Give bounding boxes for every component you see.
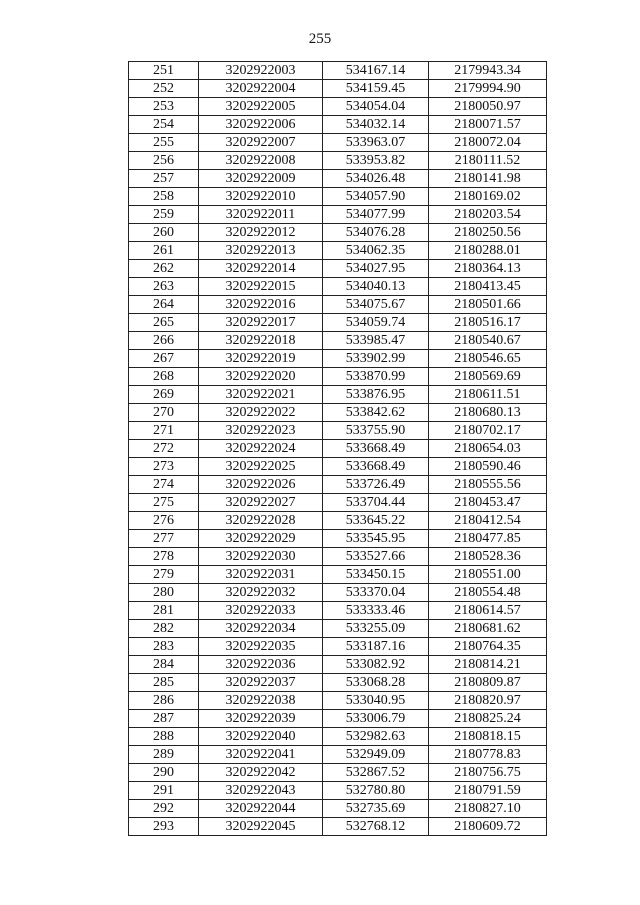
x-coordinate-cell: 532735.69 bbox=[323, 800, 429, 818]
table-row bbox=[129, 746, 547, 764]
x-coordinate-cell: 533255.09 bbox=[323, 620, 429, 638]
table-row bbox=[129, 314, 547, 332]
point-code-cell: 3202922029 bbox=[199, 530, 323, 548]
row-index-cell: 283 bbox=[129, 638, 199, 656]
point-code-cell: 3202922033 bbox=[199, 602, 323, 620]
row-index-cell: 276 bbox=[129, 512, 199, 530]
x-coordinate-cell: 533645.22 bbox=[323, 512, 429, 530]
y-coordinate-cell: 2180477.85 bbox=[429, 530, 547, 548]
y-coordinate-cell: 2180809.87 bbox=[429, 674, 547, 692]
y-coordinate-cell: 2179943.34 bbox=[429, 62, 547, 80]
x-coordinate-cell: 534159.45 bbox=[323, 80, 429, 98]
y-coordinate-cell: 2180412.54 bbox=[429, 512, 547, 530]
row-index-cell: 273 bbox=[129, 458, 199, 476]
table-row bbox=[129, 548, 547, 566]
point-code-cell: 3202922024 bbox=[199, 440, 323, 458]
table-row bbox=[129, 368, 547, 386]
point-code-cell: 3202922042 bbox=[199, 764, 323, 782]
point-code-cell: 3202922006 bbox=[199, 116, 323, 134]
point-code-cell: 3202922012 bbox=[199, 224, 323, 242]
point-code-cell: 3202922034 bbox=[199, 620, 323, 638]
table-row bbox=[129, 422, 547, 440]
x-coordinate-cell: 533755.90 bbox=[323, 422, 429, 440]
row-index-cell: 254 bbox=[129, 116, 199, 134]
table-row bbox=[129, 242, 547, 260]
point-code-cell: 3202922036 bbox=[199, 656, 323, 674]
row-index-cell: 269 bbox=[129, 386, 199, 404]
table-row bbox=[129, 584, 547, 602]
y-coordinate-cell: 2180546.65 bbox=[429, 350, 547, 368]
table-row bbox=[129, 656, 547, 674]
row-index-cell: 280 bbox=[129, 584, 199, 602]
table-row bbox=[129, 278, 547, 296]
table-row bbox=[129, 728, 547, 746]
table-row bbox=[129, 782, 547, 800]
table-row bbox=[129, 674, 547, 692]
table-row bbox=[129, 224, 547, 242]
point-code-cell: 3202922041 bbox=[199, 746, 323, 764]
table-row bbox=[129, 764, 547, 782]
row-index-cell: 282 bbox=[129, 620, 199, 638]
x-coordinate-cell: 533545.95 bbox=[323, 530, 429, 548]
x-coordinate-cell: 534075.67 bbox=[323, 296, 429, 314]
y-coordinate-cell: 2180072.04 bbox=[429, 134, 547, 152]
row-index-cell: 287 bbox=[129, 710, 199, 728]
y-coordinate-cell: 2180250.56 bbox=[429, 224, 547, 242]
row-index-cell: 272 bbox=[129, 440, 199, 458]
point-code-cell: 3202922005 bbox=[199, 98, 323, 116]
point-code-cell: 3202922018 bbox=[199, 332, 323, 350]
x-coordinate-cell: 534054.04 bbox=[323, 98, 429, 116]
table-row bbox=[129, 350, 547, 368]
y-coordinate-cell: 2179994.90 bbox=[429, 80, 547, 98]
x-coordinate-cell: 533953.82 bbox=[323, 152, 429, 170]
y-coordinate-cell: 2180791.59 bbox=[429, 782, 547, 800]
table-row bbox=[129, 602, 547, 620]
table-row bbox=[129, 620, 547, 638]
row-index-cell: 262 bbox=[129, 260, 199, 278]
row-index-cell: 270 bbox=[129, 404, 199, 422]
row-index-cell: 266 bbox=[129, 332, 199, 350]
y-coordinate-cell: 2180501.66 bbox=[429, 296, 547, 314]
row-index-cell: 293 bbox=[129, 818, 199, 836]
table-row bbox=[129, 530, 547, 548]
y-coordinate-cell: 2180825.24 bbox=[429, 710, 547, 728]
x-coordinate-cell: 534027.95 bbox=[323, 260, 429, 278]
point-code-cell: 3202922013 bbox=[199, 242, 323, 260]
row-index-cell: 281 bbox=[129, 602, 199, 620]
point-code-cell: 3202922017 bbox=[199, 314, 323, 332]
table-row bbox=[129, 710, 547, 728]
point-code-cell: 3202922031 bbox=[199, 566, 323, 584]
table-row bbox=[129, 332, 547, 350]
point-code-cell: 3202922009 bbox=[199, 170, 323, 188]
point-code-cell: 3202922022 bbox=[199, 404, 323, 422]
y-coordinate-cell: 2180071.57 bbox=[429, 116, 547, 134]
table-row bbox=[129, 800, 547, 818]
x-coordinate-cell: 533333.46 bbox=[323, 602, 429, 620]
x-coordinate-cell: 533726.49 bbox=[323, 476, 429, 494]
x-coordinate-cell: 534040.13 bbox=[323, 278, 429, 296]
x-coordinate-cell: 533187.16 bbox=[323, 638, 429, 656]
row-index-cell: 255 bbox=[129, 134, 199, 152]
x-coordinate-cell: 533450.15 bbox=[323, 566, 429, 584]
x-coordinate-cell: 533902.99 bbox=[323, 350, 429, 368]
y-coordinate-cell: 2180453.47 bbox=[429, 494, 547, 512]
x-coordinate-cell: 533068.28 bbox=[323, 674, 429, 692]
table-row bbox=[129, 134, 547, 152]
table-row bbox=[129, 260, 547, 278]
x-coordinate-cell: 533842.62 bbox=[323, 404, 429, 422]
x-coordinate-cell: 534026.48 bbox=[323, 170, 429, 188]
x-coordinate-cell: 533668.49 bbox=[323, 458, 429, 476]
row-index-cell: 264 bbox=[129, 296, 199, 314]
row-index-cell: 256 bbox=[129, 152, 199, 170]
row-index-cell: 290 bbox=[129, 764, 199, 782]
x-coordinate-cell: 533006.79 bbox=[323, 710, 429, 728]
point-code-cell: 3202922025 bbox=[199, 458, 323, 476]
row-index-cell: 259 bbox=[129, 206, 199, 224]
y-coordinate-cell: 2180516.17 bbox=[429, 314, 547, 332]
point-code-cell: 3202922020 bbox=[199, 368, 323, 386]
table-row bbox=[129, 296, 547, 314]
table-row bbox=[129, 404, 547, 422]
row-index-cell: 275 bbox=[129, 494, 199, 512]
y-coordinate-cell: 2180413.45 bbox=[429, 278, 547, 296]
y-coordinate-cell: 2180681.62 bbox=[429, 620, 547, 638]
row-index-cell: 257 bbox=[129, 170, 199, 188]
x-coordinate-cell: 533082.92 bbox=[323, 656, 429, 674]
row-index-cell: 271 bbox=[129, 422, 199, 440]
point-code-cell: 3202922015 bbox=[199, 278, 323, 296]
y-coordinate-cell: 2180169.02 bbox=[429, 188, 547, 206]
point-code-cell: 3202922030 bbox=[199, 548, 323, 566]
table-row bbox=[129, 188, 547, 206]
point-code-cell: 3202922011 bbox=[199, 206, 323, 224]
x-coordinate-cell: 534032.14 bbox=[323, 116, 429, 134]
y-coordinate-cell: 2180050.97 bbox=[429, 98, 547, 116]
x-coordinate-cell: 533870.99 bbox=[323, 368, 429, 386]
table-row bbox=[129, 80, 547, 98]
y-coordinate-cell: 2180814.21 bbox=[429, 656, 547, 674]
x-coordinate-cell: 532768.12 bbox=[323, 818, 429, 836]
y-coordinate-cell: 2180540.67 bbox=[429, 332, 547, 350]
x-coordinate-cell: 533370.04 bbox=[323, 584, 429, 602]
x-coordinate-cell: 534167.14 bbox=[323, 62, 429, 80]
page-number: 255 bbox=[308, 31, 332, 47]
x-coordinate-cell: 533963.07 bbox=[323, 134, 429, 152]
row-index-cell: 278 bbox=[129, 548, 199, 566]
row-index-cell: 285 bbox=[129, 674, 199, 692]
point-code-cell: 3202922016 bbox=[199, 296, 323, 314]
row-index-cell: 284 bbox=[129, 656, 199, 674]
row-index-cell: 258 bbox=[129, 188, 199, 206]
row-index-cell: 289 bbox=[129, 746, 199, 764]
x-coordinate-cell: 534062.35 bbox=[323, 242, 429, 260]
x-coordinate-cell: 534059.74 bbox=[323, 314, 429, 332]
row-index-cell: 267 bbox=[129, 350, 199, 368]
table-row bbox=[129, 818, 547, 836]
x-coordinate-cell: 534076.28 bbox=[323, 224, 429, 242]
row-index-cell: 268 bbox=[129, 368, 199, 386]
point-code-cell: 3202922008 bbox=[199, 152, 323, 170]
point-code-cell: 3202922032 bbox=[199, 584, 323, 602]
x-coordinate-cell: 532867.52 bbox=[323, 764, 429, 782]
point-code-cell: 3202922007 bbox=[199, 134, 323, 152]
row-index-cell: 263 bbox=[129, 278, 199, 296]
table-row bbox=[129, 566, 547, 584]
coordinates-table bbox=[128, 61, 547, 836]
x-coordinate-cell: 533876.95 bbox=[323, 386, 429, 404]
y-coordinate-cell: 2180555.56 bbox=[429, 476, 547, 494]
table-row bbox=[129, 116, 547, 134]
row-index-cell: 274 bbox=[129, 476, 199, 494]
row-index-cell: 288 bbox=[129, 728, 199, 746]
row-index-cell: 277 bbox=[129, 530, 199, 548]
y-coordinate-cell: 2180702.17 bbox=[429, 422, 547, 440]
table-row bbox=[129, 638, 547, 656]
y-coordinate-cell: 2180203.54 bbox=[429, 206, 547, 224]
y-coordinate-cell: 2180778.83 bbox=[429, 746, 547, 764]
x-coordinate-cell: 532949.09 bbox=[323, 746, 429, 764]
point-code-cell: 3202922037 bbox=[199, 674, 323, 692]
row-index-cell: 286 bbox=[129, 692, 199, 710]
x-coordinate-cell: 534057.90 bbox=[323, 188, 429, 206]
x-coordinate-cell: 533040.95 bbox=[323, 692, 429, 710]
point-code-cell: 3202922021 bbox=[199, 386, 323, 404]
row-index-cell: 279 bbox=[129, 566, 199, 584]
point-code-cell: 3202922014 bbox=[199, 260, 323, 278]
y-coordinate-cell: 2180756.75 bbox=[429, 764, 547, 782]
x-coordinate-cell: 533527.66 bbox=[323, 548, 429, 566]
point-code-cell: 3202922045 bbox=[199, 818, 323, 836]
point-code-cell: 3202922026 bbox=[199, 476, 323, 494]
y-coordinate-cell: 2180554.48 bbox=[429, 584, 547, 602]
y-coordinate-cell: 2180111.52 bbox=[429, 152, 547, 170]
row-index-cell: 251 bbox=[129, 62, 199, 80]
table-body bbox=[129, 62, 547, 836]
point-code-cell: 3202922004 bbox=[199, 80, 323, 98]
x-coordinate-cell: 533985.47 bbox=[323, 332, 429, 350]
table-row bbox=[129, 494, 547, 512]
point-code-cell: 3202922023 bbox=[199, 422, 323, 440]
y-coordinate-cell: 2180764.35 bbox=[429, 638, 547, 656]
point-code-cell: 3202922038 bbox=[199, 692, 323, 710]
point-code-cell: 3202922044 bbox=[199, 800, 323, 818]
x-coordinate-cell: 534077.99 bbox=[323, 206, 429, 224]
point-code-cell: 3202922040 bbox=[199, 728, 323, 746]
table-row bbox=[129, 98, 547, 116]
y-coordinate-cell: 2180590.46 bbox=[429, 458, 547, 476]
y-coordinate-cell: 2180569.69 bbox=[429, 368, 547, 386]
point-code-cell: 3202922019 bbox=[199, 350, 323, 368]
table-row bbox=[129, 440, 547, 458]
row-index-cell: 260 bbox=[129, 224, 199, 242]
point-code-cell: 3202922043 bbox=[199, 782, 323, 800]
table-row bbox=[129, 692, 547, 710]
x-coordinate-cell: 532780.80 bbox=[323, 782, 429, 800]
y-coordinate-cell: 2180827.10 bbox=[429, 800, 547, 818]
point-code-cell: 3202922010 bbox=[199, 188, 323, 206]
y-coordinate-cell: 2180680.13 bbox=[429, 404, 547, 422]
y-coordinate-cell: 2180609.72 bbox=[429, 818, 547, 836]
table-row bbox=[129, 170, 547, 188]
point-code-cell: 3202922035 bbox=[199, 638, 323, 656]
y-coordinate-cell: 2180364.13 bbox=[429, 260, 547, 278]
y-coordinate-cell: 2180551.00 bbox=[429, 566, 547, 584]
x-coordinate-cell: 532982.63 bbox=[323, 728, 429, 746]
table-row bbox=[129, 458, 547, 476]
y-coordinate-cell: 2180820.97 bbox=[429, 692, 547, 710]
y-coordinate-cell: 2180528.36 bbox=[429, 548, 547, 566]
point-code-cell: 3202922039 bbox=[199, 710, 323, 728]
point-code-cell: 3202922027 bbox=[199, 494, 323, 512]
point-code-cell: 3202922003 bbox=[199, 62, 323, 80]
y-coordinate-cell: 2180654.03 bbox=[429, 440, 547, 458]
y-coordinate-cell: 2180288.01 bbox=[429, 242, 547, 260]
row-index-cell: 261 bbox=[129, 242, 199, 260]
y-coordinate-cell: 2180141.98 bbox=[429, 170, 547, 188]
row-index-cell: 265 bbox=[129, 314, 199, 332]
x-coordinate-cell: 533704.44 bbox=[323, 494, 429, 512]
row-index-cell: 253 bbox=[129, 98, 199, 116]
table-row bbox=[129, 512, 547, 530]
table-row bbox=[129, 476, 547, 494]
y-coordinate-cell: 2180818.15 bbox=[429, 728, 547, 746]
row-index-cell: 291 bbox=[129, 782, 199, 800]
y-coordinate-cell: 2180611.51 bbox=[429, 386, 547, 404]
table-row bbox=[129, 386, 547, 404]
row-index-cell: 252 bbox=[129, 80, 199, 98]
table-row bbox=[129, 62, 547, 80]
table-row bbox=[129, 152, 547, 170]
row-index-cell: 292 bbox=[129, 800, 199, 818]
y-coordinate-cell: 2180614.57 bbox=[429, 602, 547, 620]
x-coordinate-cell: 533668.49 bbox=[323, 440, 429, 458]
point-code-cell: 3202922028 bbox=[199, 512, 323, 530]
table-row bbox=[129, 206, 547, 224]
